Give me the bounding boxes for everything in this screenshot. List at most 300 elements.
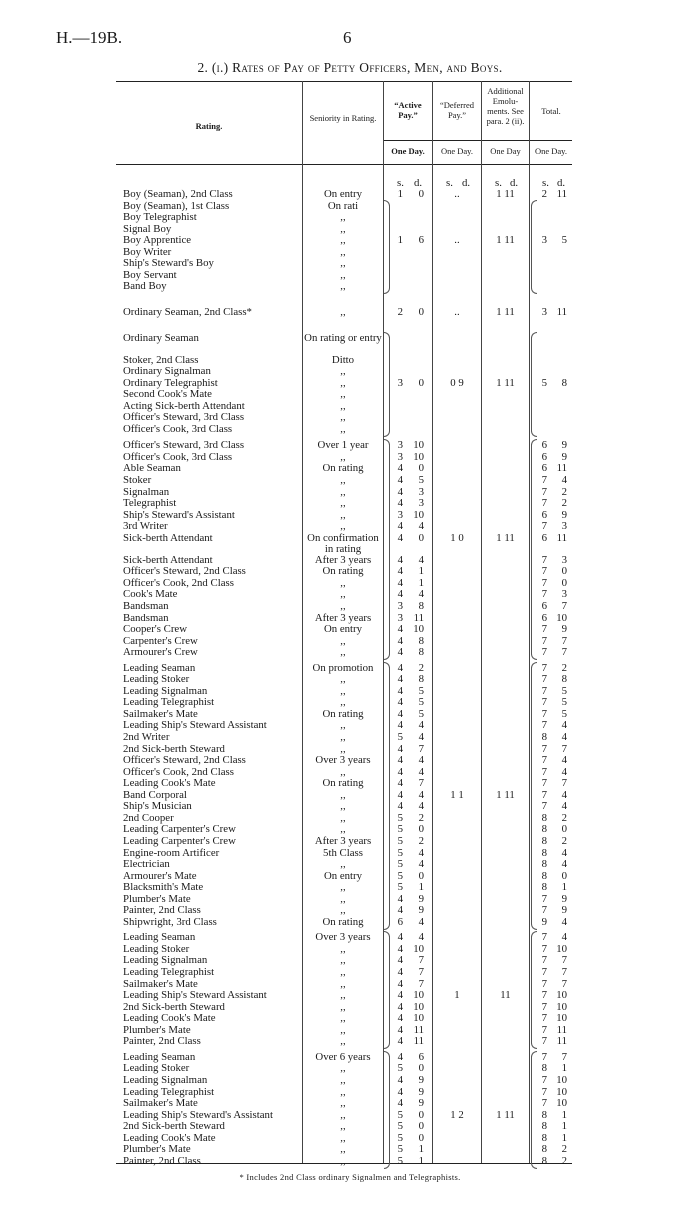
deferred-pay: 1 [454,989,460,1002]
active-shillings: 4 [397,485,403,498]
total-pence: 5 [561,234,567,247]
active-shillings: 5 [397,1062,403,1075]
rating-name: 2nd Writer [123,731,170,743]
unit-d-deferred: d. [462,177,471,189]
active-pence: 0 [418,1062,424,1075]
seniority: ,, [340,788,346,801]
total-pence: 4 [561,915,567,928]
total-pence: 10 [556,1012,567,1025]
active-pence: 5 [418,707,424,720]
total-shillings: 7 [541,931,547,944]
active-pence: 0 [418,869,424,882]
seniority: ,, [340,904,346,917]
active-pence: 0 [418,1108,424,1121]
total-pence: 1 [561,881,567,894]
rating-name: Leading Stoker [123,673,190,686]
seniority: ,, [340,211,346,224]
total-pence: 4 [561,788,567,801]
total-shillings: 8 [541,1154,547,1167]
rating-name: Leading Seaman [123,1050,196,1063]
total-shillings: 3 [541,234,547,247]
rating-name: Sick-berth Attendant [123,553,213,566]
active-pence: 0 [418,376,424,389]
active-pence: 7 [418,966,424,978]
rating-name: Cook's Mate [123,588,178,601]
additional-emoluments: 1 11 [496,788,515,801]
group-brace [531,439,537,660]
active-shillings: 4 [397,623,403,636]
active-shillings: 5 [397,834,403,847]
active-shillings: 4 [397,1023,403,1036]
rating-name: Leading Cook's Mate [123,777,216,790]
seniority: On entry [323,623,363,636]
rating-name: 2nd Sick-berth Steward [123,1120,225,1133]
seniority: On rating [322,915,364,928]
total-pence: 10 [556,1073,567,1086]
rating-name: Ship's Steward's Boy [123,257,214,270]
total-shillings: 7 [541,696,547,709]
col-header-total: Total. [541,106,561,116]
active-shillings: 4 [397,1085,403,1098]
seniority: ,, [340,1143,346,1156]
active-pence: 1 [418,565,424,578]
active-pence: 0 [418,1131,424,1144]
additional-emoluments: 1 11 [496,1108,515,1121]
seniority: ,, [340,1131,346,1144]
total-pence: 10 [556,942,567,955]
total-shillings: 8 [541,1131,547,1144]
total-shillings: 7 [541,588,547,601]
total-shillings: 7 [541,788,547,801]
total-shillings: 8 [541,858,547,871]
active-shillings: 4 [397,696,403,709]
additional-emoluments: 1 11 [496,376,515,389]
seniority: ,, [340,576,346,589]
total-shillings: 7 [541,719,547,732]
active-pence: 10 [413,989,424,1002]
total-pence: 11 [556,1023,567,1036]
total-pence: 4 [561,474,567,486]
group-brace [531,662,537,930]
total-shillings: 7 [541,765,547,778]
total-shillings: 7 [541,485,547,498]
rating-name: Painter, 2nd Class [123,1035,201,1048]
active-pence: 9 [418,1073,424,1086]
unit-s-active: s. [397,177,404,189]
total-pence: 4 [561,846,567,859]
unit-s-additional: s. [495,177,502,189]
rating-name: Leading Cook's Mate [123,1131,216,1144]
active-shillings: 3 [397,376,403,389]
group-brace [384,662,390,930]
seniority: ,, [340,1000,346,1013]
rating-name: Sailmaker's Mate [123,1097,198,1110]
rating-name: Armourer's Crew [123,646,198,659]
seniority: ,, [340,520,346,533]
seniority: ,, [340,634,346,647]
group-brace [531,1051,537,1169]
active-pence: 4 [418,553,424,566]
total-shillings: 7 [541,707,547,720]
active-shillings: 5 [397,869,403,882]
rating-name: 3rd Writer [123,520,168,533]
table-top-rule [116,81,572,82]
rating-name: Leading Ship's Steward's Assistant [123,1108,273,1121]
active-pence: 11 [413,611,424,624]
active-shillings: 4 [397,765,403,778]
seniority: ,, [340,268,346,281]
active-pence: 10 [413,1012,424,1025]
seniority: Over 3 years [315,931,371,944]
seniority: ,, [340,305,346,318]
seniority: ,, [340,1097,346,1110]
total-shillings: 7 [541,1097,547,1110]
seniority: On confirmation in rating [307,531,379,555]
total-shillings: 8 [541,811,547,824]
rating-name: Officer's Steward, 3rd Class [123,411,245,424]
active-pence: 8 [418,673,424,686]
active-pence: 0 [418,1120,424,1133]
active-pence: 4 [418,520,424,533]
active-pence: 4 [418,931,424,944]
total-pence: 7 [561,954,567,967]
total-pence: 5 [561,707,567,720]
seniority: On promotion [312,661,374,674]
active-shillings: 3 [397,599,403,612]
seniority: On rating [322,462,364,475]
total-pence: 5 [561,696,567,709]
rating-name: Acting Sick-berth Attendant [123,399,245,412]
active-pence: 4 [418,915,424,928]
total-shillings: 8 [541,1062,547,1075]
total-pence: 2 [561,1143,567,1156]
deferred-pay: 1 1 [450,788,464,801]
total-pence: 9 [561,904,567,917]
active-pence: 9 [418,1085,424,1098]
group-brace [531,332,537,437]
additional-emoluments: 1 11 [496,234,515,247]
total-pence: 1 [561,1108,567,1121]
rating-name: Plumber's Mate [123,892,191,905]
total-pence: 0 [561,869,567,882]
active-pence: 5 [418,696,424,709]
per-day-total: One Day. [534,146,568,156]
seniority: ,, [340,365,346,378]
total-pence: 10 [556,611,567,624]
total-shillings: 2 [541,188,547,200]
total-pence: 9 [561,623,567,636]
seniority: ,, [340,858,346,871]
active-pence: 2 [418,811,424,824]
seniority: ,, [340,1012,346,1025]
total-shillings: 6 [541,508,547,521]
per-day-active: One Day. [391,146,425,156]
total-pence: 2 [561,485,567,498]
active-pence: 4 [418,765,424,778]
total-shillings: 6 [541,450,547,463]
active-pence: 0 [418,531,424,544]
active-shillings: 5 [397,1131,403,1144]
total-pence: 7 [561,742,567,755]
total-shillings: 7 [541,474,547,486]
total-pence: 4 [561,765,567,778]
active-shillings: 3 [397,508,403,521]
active-pence: 7 [418,977,424,990]
rating-name: Signalman [123,485,170,498]
active-shillings: 5 [397,1154,403,1167]
rating-name: Leading Carpenter's Crew [123,823,236,836]
rating-name: Boy Apprentice [123,234,192,247]
col-header-rating: Rating. [195,121,223,131]
rating-name: Stoker [123,474,152,486]
seniority: ,, [340,1120,346,1133]
seniority: ,, [340,376,346,389]
active-shillings: 4 [397,684,403,697]
unit-s-total: s. [542,177,549,189]
active-pence: 0 [418,823,424,836]
rating-name: Plumber's Mate [123,1143,191,1156]
active-pence: 10 [413,1000,424,1013]
table-title: 2. (i.) Rates of Pay of Petty Officers, Men, and Boys. [197,60,503,75]
rating-name: Leading Ship's Steward Assistant [123,719,267,732]
seniority: ,, [340,684,346,697]
unit-d-active: d. [414,177,423,189]
rating-name: Blacksmith's Mate [123,881,204,894]
active-pence: 8 [418,634,424,647]
seniority: ,, [340,881,346,894]
seniority: After 3 years [314,834,372,847]
active-pence: 9 [418,904,424,917]
active-pence: 4 [418,858,424,871]
active-pence: 10 [413,508,424,521]
active-shillings: 4 [397,1097,403,1110]
seniority: On rating [322,777,364,790]
active-shillings: 4 [397,531,403,544]
total-pence: 4 [561,719,567,732]
total-pence: 3 [561,588,567,601]
active-pence: 1 [418,1143,424,1156]
active-pence: 2 [418,834,424,847]
group-brace [384,439,390,660]
total-pence: 11 [556,188,567,200]
total-shillings: 8 [541,1108,547,1121]
active-pence: 1 [418,576,424,589]
total-pence: 1 [561,1120,567,1133]
total-pence: 4 [561,754,567,767]
active-shillings: 4 [397,966,403,978]
rating-name: Leading Stoker [123,942,190,955]
rating-name: Leading Cook's Mate [123,1012,216,1025]
seniority: On rati [327,199,359,212]
rating-name: Leading Telegraphist [123,1085,215,1098]
rating-name: Ship's Steward's Assistant [123,508,235,521]
rating-name: Ordinary Telegraphist [123,376,218,389]
rating-name: Officer's Steward, 3rd Class [123,439,245,452]
total-pence: 9 [561,892,567,905]
total-pence: 2 [561,497,567,510]
column-divider [529,81,530,1163]
active-shillings: 4 [397,719,403,732]
seniority: ,, [340,599,346,612]
rating-name: 2nd Cooper [123,811,174,824]
seniority: ,, [340,1035,346,1048]
seniority: ,, [340,673,346,686]
seniority: ,, [340,1073,346,1086]
active-pence: 10 [413,623,424,636]
rating-name: Ship's Musician [123,800,192,813]
active-pence: 10 [413,439,424,452]
rating-name: Leading Stoker [123,1062,190,1075]
active-shillings: 5 [397,731,403,743]
per-day-deferred: One Day. [440,146,474,156]
active-pence: 1 [418,1154,424,1167]
group-brace [384,332,390,437]
total-shillings: 7 [541,576,547,589]
rating-name: Armourer's Mate [123,869,197,882]
active-shillings: 4 [397,977,403,990]
active-shillings: 5 [397,846,403,859]
total-shillings: 7 [541,1012,547,1025]
total-shillings: 7 [541,966,547,978]
additional-emoluments: 1 11 [496,531,515,544]
active-shillings: 4 [397,931,403,944]
active-pence: 4 [418,788,424,801]
total-shillings: 7 [541,673,547,686]
active-shillings: 4 [397,800,403,813]
seniority: ,, [340,696,346,709]
total-shillings: 7 [541,623,547,636]
active-pence: 11 [413,1023,424,1036]
rating-name: Ordinary Seaman [123,331,199,344]
total-pence: 2 [561,834,567,847]
total-shillings: 7 [541,497,547,510]
total-pence: 7 [561,1050,567,1063]
deferred-pay: .. [454,188,460,200]
total-pence: 11 [556,462,567,475]
deferred-pay: .. [454,305,460,318]
seniority: ,, [340,742,346,755]
col-header-active: “Active Pay.” [394,100,422,120]
total-pence: 3 [561,553,567,566]
unit-d-additional: d. [510,177,519,189]
active-pence: 9 [418,892,424,905]
total-pence: 7 [561,977,567,990]
active-shillings: 4 [397,661,403,674]
active-pence: 7 [418,742,424,755]
rating-name: Cooper's Crew [123,623,188,636]
total-pence: 11 [556,531,567,544]
active-shillings: 4 [397,520,403,533]
seniority: ,, [340,588,346,601]
active-shillings: 1 [397,234,403,247]
rating-name: Painter, 2nd Class [123,1154,201,1167]
rating-name: Band Boy [123,280,167,293]
total-pence: 7 [561,634,567,647]
total-shillings: 7 [541,954,547,967]
seniority: ,, [340,966,346,978]
active-shillings: 4 [397,942,403,955]
active-pence: 11 [413,1035,424,1048]
per-day-rule [383,140,572,141]
active-shillings: 4 [397,754,403,767]
col-header-deferred: “Deferred Pay.” [440,100,474,120]
seniority: ,, [340,399,346,412]
rating-name: Band Corporal [123,788,187,801]
rating-name: Officer's Cook, 3rd Class [123,422,233,435]
seniority: Over 1 year [317,439,369,452]
rating-name: Stoker, 2nd Class [123,353,199,366]
active-pence: 3 [418,485,424,498]
seniority: ,, [340,222,346,235]
seniority: ,, [340,823,346,836]
total-shillings: 8 [541,1143,547,1156]
seniority: ,, [340,474,346,486]
total-pence: 9 [561,450,567,463]
active-shillings: 4 [397,474,403,486]
total-shillings: 7 [541,684,547,697]
active-pence: 6 [418,1050,424,1063]
total-pence: 7 [561,966,567,978]
total-pence: 1 [561,1131,567,1144]
active-pence: 4 [418,731,424,743]
total-shillings: 9 [541,915,547,928]
rating-name: Leading Telegraphist [123,696,215,709]
total-shillings: 7 [541,777,547,790]
total-pence: 7 [561,599,567,612]
additional-emoluments: 1 11 [496,305,515,318]
total-shillings: 7 [541,520,547,533]
group-brace [531,931,537,1049]
total-shillings: 7 [541,754,547,767]
active-shillings: 4 [397,1073,403,1086]
active-shillings: 4 [397,904,403,917]
total-shillings: 7 [541,942,547,955]
seniority: ,, [340,508,346,521]
seniority: ,, [340,989,346,1002]
total-shillings: 7 [541,800,547,813]
rating-name: Boy Servant [123,268,177,281]
rating-name: Boy Writer [123,245,172,258]
total-shillings: 8 [541,846,547,859]
rating-name: 2nd Sick-berth Steward [123,1000,225,1013]
total-shillings: 7 [541,1073,547,1086]
footnote: * Includes 2nd Class ordinary Signalmen and Telegraphists. [239,1172,461,1182]
total-shillings: 7 [541,892,547,905]
active-shillings: 4 [397,565,403,578]
rating-name: Leading Seaman [123,661,196,674]
active-shillings: 4 [397,646,403,659]
active-pence: 9 [418,1097,424,1110]
seniority: ,, [340,485,346,498]
total-shillings: 8 [541,823,547,836]
seniority: ,, [340,892,346,905]
rating-name: Telegraphist [123,497,177,510]
deferred-pay: 1 0 [450,531,464,544]
deferred-pay: 1 2 [450,1108,464,1121]
active-pence: 7 [418,954,424,967]
active-shillings: 4 [397,1000,403,1013]
total-pence: 8 [561,673,567,686]
seniority: ,, [340,800,346,813]
col-header-seniority: Seniority in Rating. [309,113,377,123]
active-shillings: 4 [397,588,403,601]
seniority: On rating [322,707,364,720]
total-shillings: 8 [541,1120,547,1133]
total-pence: 9 [561,508,567,521]
seniority: ,, [340,388,346,401]
total-pence: 11 [556,1035,567,1048]
unit-s-deferred: s. [446,177,453,189]
